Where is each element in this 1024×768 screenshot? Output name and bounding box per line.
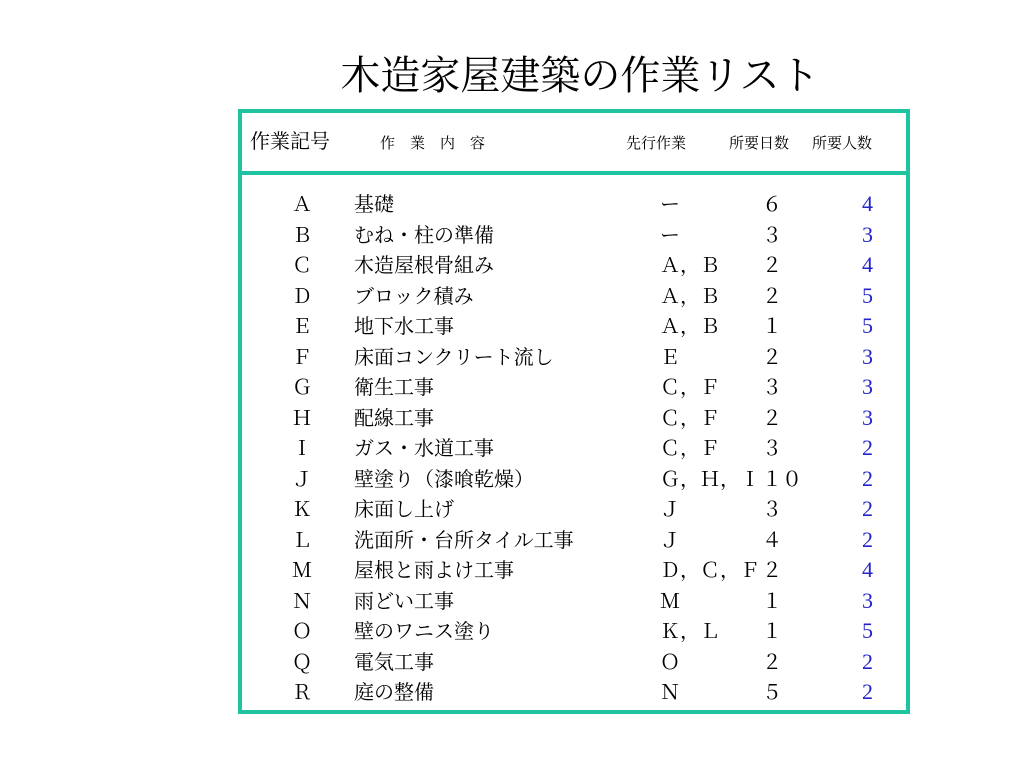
row-task: 基礎	[354, 192, 394, 216]
row-code: Ｆ	[292, 344, 312, 369]
row-people: 5	[862, 282, 873, 308]
table-header	[242, 113, 906, 175]
row-code: Ｄ	[292, 283, 312, 308]
row-people: 3	[862, 587, 873, 613]
header-code: 作業記号	[250, 129, 330, 153]
row-task: 電気工事	[354, 649, 434, 674]
row-days: ２	[762, 344, 782, 369]
row-code: Ｂ	[292, 222, 312, 247]
row-days: ３	[762, 222, 782, 247]
row-task: 雨どい工事	[354, 588, 454, 613]
header-work: 作業内容	[380, 134, 501, 152]
row-code: Ｊ	[292, 466, 312, 491]
row-people: 5	[862, 313, 873, 338]
row-people: 2	[862, 435, 873, 460]
table-row	[242, 189, 906, 220]
row-task: 洗面所・台所タイル工事	[354, 527, 574, 552]
row-code: Ｌ	[292, 527, 312, 552]
table-row	[242, 586, 906, 617]
table-row	[242, 464, 906, 495]
row-people: 2	[862, 465, 873, 491]
row-task: 木造屋根骨組み	[354, 253, 494, 277]
table-row	[242, 311, 906, 342]
row-days: ６	[762, 192, 782, 216]
table-row	[242, 342, 906, 373]
header-days: 所要日数	[729, 134, 790, 152]
table-row	[242, 494, 906, 525]
row-people: 4	[862, 557, 873, 582]
row-preceding: Ｋ，Ｌ	[660, 619, 720, 643]
row-days: ５	[762, 680, 782, 704]
row-task: 屋根と雨よけ工事	[354, 558, 514, 582]
row-people: 3	[862, 374, 873, 399]
table-row	[242, 677, 906, 708]
row-days: ２	[762, 649, 782, 674]
header-preceding: 先行作業	[626, 134, 687, 152]
row-task: ガス・水道工事	[354, 436, 494, 460]
row-people: 4	[862, 252, 873, 277]
row-preceding: Ｏ	[660, 649, 680, 674]
row-people: 2	[862, 496, 873, 521]
row-code: Ｃ	[292, 253, 312, 277]
row-task: 地下水工事	[354, 314, 454, 338]
row-preceding: Ｎ	[660, 680, 680, 704]
row-code: Ｉ	[292, 436, 312, 460]
row-preceding: Ｃ，Ｆ	[660, 375, 720, 399]
table-row	[242, 220, 906, 251]
row-task: 衛生工事	[354, 375, 434, 399]
row-days: ２	[762, 405, 782, 430]
table-row	[242, 525, 906, 556]
row-preceding: Ａ，Ｂ	[660, 253, 720, 277]
row-code: Ｈ	[292, 405, 312, 430]
task-table	[238, 109, 910, 714]
row-code: Ａ	[292, 192, 312, 216]
table-row	[242, 250, 906, 281]
row-code: Ｍ	[292, 558, 312, 582]
row-task: ブロック積み	[354, 283, 474, 308]
row-people: 4	[862, 191, 873, 216]
row-code: Ｋ	[292, 497, 312, 521]
table-row	[242, 647, 906, 678]
row-task: 配線工事	[354, 405, 434, 430]
row-people: 3	[862, 343, 873, 369]
row-task: 庭の整備	[354, 680, 434, 704]
row-preceding: Ｅ	[660, 344, 680, 369]
table-row	[242, 281, 906, 312]
row-people: 2	[862, 526, 873, 552]
row-code: Ｎ	[292, 588, 312, 613]
row-days: ２	[762, 253, 782, 277]
row-days: ３	[762, 375, 782, 399]
row-code: Ｑ	[292, 649, 312, 674]
table-row	[242, 555, 906, 586]
table-row	[242, 616, 906, 647]
row-days: ２	[762, 558, 782, 582]
row-people: 3	[862, 404, 873, 430]
row-days: ３	[762, 436, 782, 460]
row-days: ３	[762, 497, 782, 521]
row-people: 2	[862, 679, 873, 704]
row-preceding: ー	[660, 192, 680, 216]
row-preceding: ー	[660, 222, 680, 247]
row-preceding: Ｃ，Ｆ	[660, 405, 720, 430]
row-preceding: Ｃ，Ｆ	[660, 436, 720, 460]
table-row	[242, 403, 906, 434]
row-code: Ｇ	[292, 375, 312, 399]
row-preceding: Ｄ，Ｃ，Ｆ	[660, 558, 760, 582]
row-days: １	[762, 588, 782, 613]
row-days: １	[762, 619, 782, 643]
row-task: 壁のワニス塗り	[354, 619, 494, 643]
row-days: ４	[762, 527, 782, 552]
table-row	[242, 372, 906, 403]
row-days: １	[762, 314, 782, 338]
row-code: Ｒ	[292, 680, 312, 704]
row-days: ２	[762, 283, 782, 308]
row-task: 床面コンクリート流し	[354, 344, 554, 369]
row-code: Ｅ	[292, 314, 312, 338]
row-preceding: Ｊ	[660, 497, 680, 521]
row-people: 2	[862, 648, 873, 674]
row-preceding: Ｇ，Ｈ，Ｉ	[660, 466, 760, 491]
row-preceding: Ｍ	[660, 588, 680, 613]
header-people: 所要人数	[812, 134, 873, 152]
row-preceding: Ａ，Ｂ	[660, 314, 720, 338]
row-preceding: Ｊ	[660, 527, 680, 552]
row-task: 床面し上げ	[354, 497, 454, 521]
row-task: 壁塗り（漆喰乾燥）	[354, 466, 534, 491]
page-title: 木造家屋建築の作業リスト	[340, 53, 820, 99]
table-body	[242, 189, 906, 708]
row-people: 5	[862, 618, 873, 643]
row-code: Ｏ	[292, 619, 312, 643]
row-people: 3	[862, 221, 873, 247]
row-days: １０	[762, 466, 802, 491]
row-preceding: Ａ，Ｂ	[660, 283, 720, 308]
row-task: むね・柱の準備	[354, 222, 494, 247]
table-row	[242, 433, 906, 464]
